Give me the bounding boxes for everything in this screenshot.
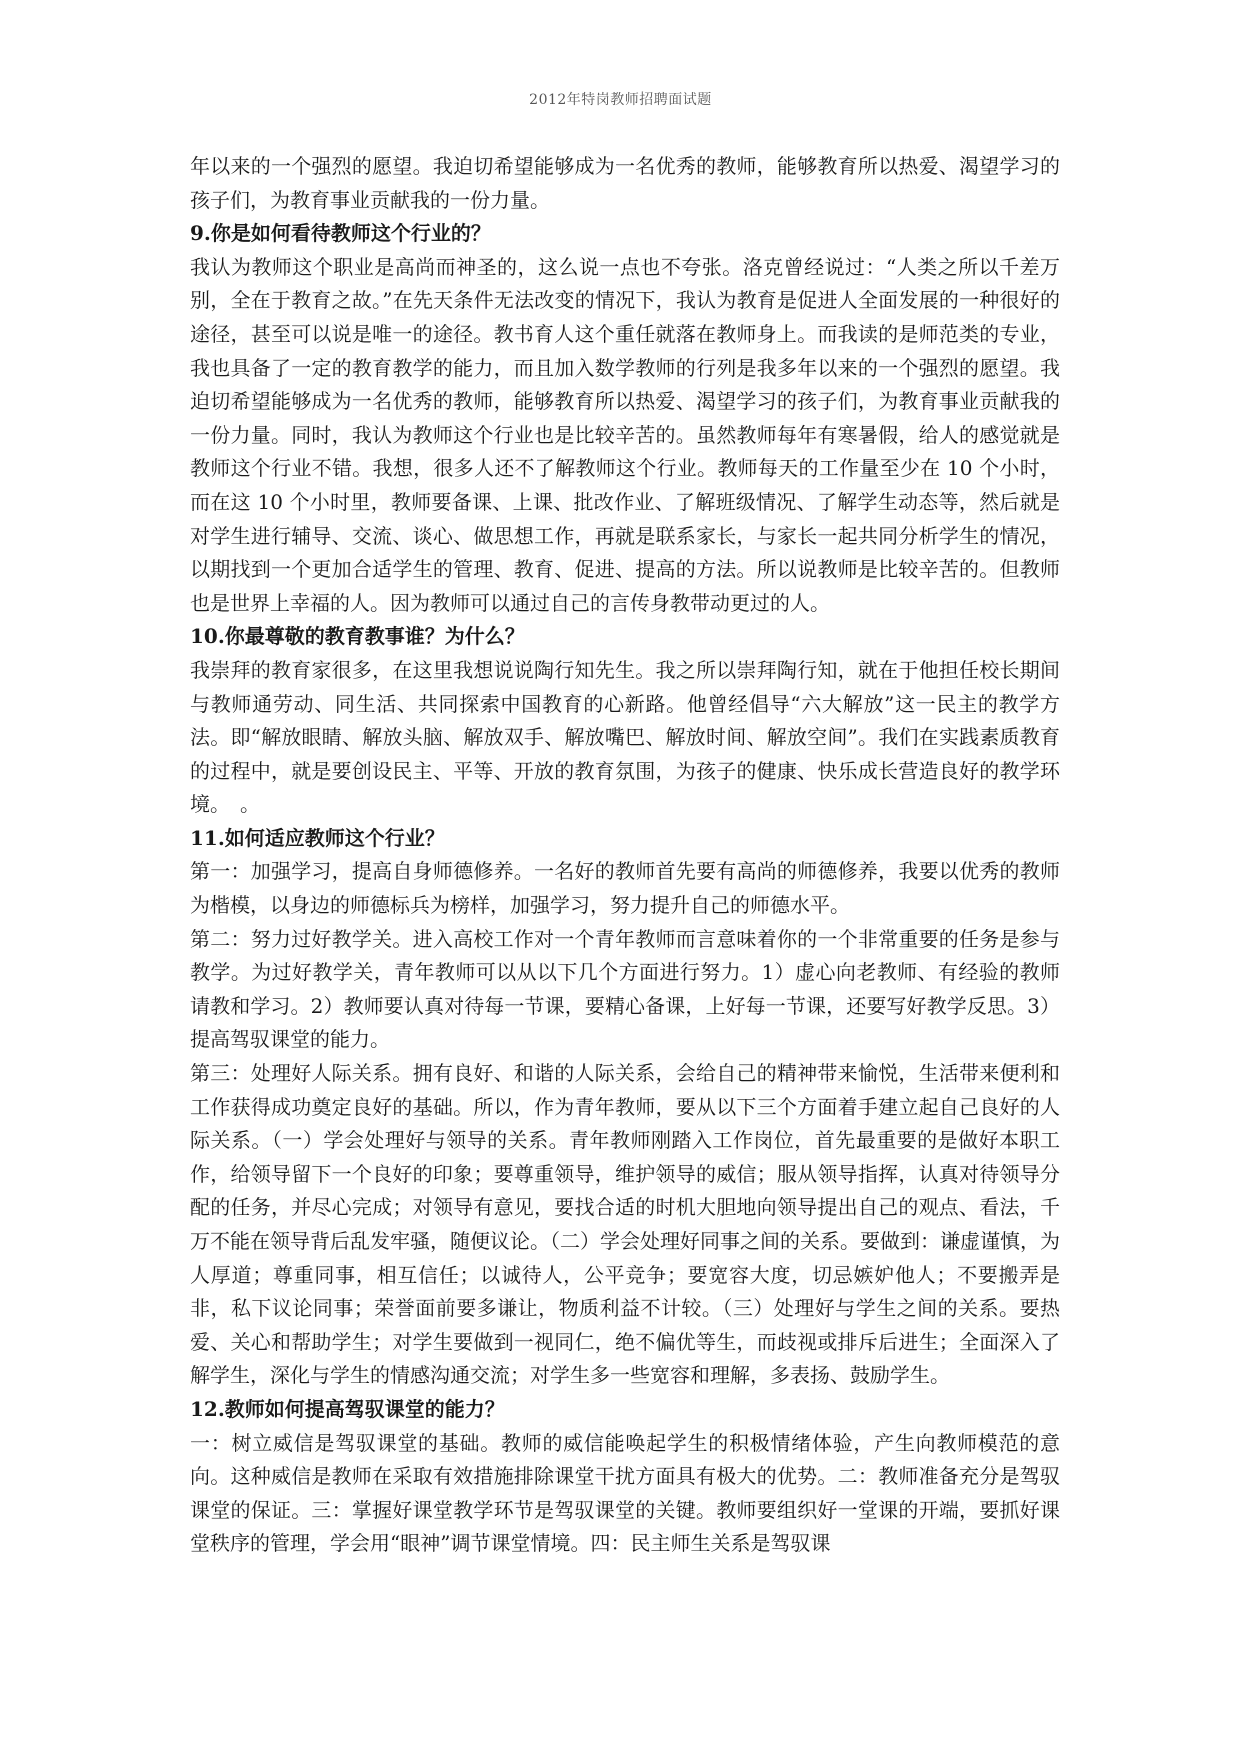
question-12-heading: 12.教师如何提高驾驭课堂的能力？ [190,1396,505,1421]
question-10-heading: 10.你最尊敬的教育教事谁？为什么？ [190,624,525,649]
question-11-point-3: 第三：处理好人际关系。拥有良好、和谐的人际关系，会给自己的精神带来愉悦，生活带来便利和工作获得成功奠定良好的基础。所以，作为青年教师，要从以下三个方面着手建立起自己良好的人际关系。（一）学会处理好与领导的关系。青年教师刚踏入工作岗位，首先最重要的是做好本职工作，给领导留下一个良好的印象；要尊重领导，维护领导的威信；服从领导指挥，认真对待领导分配的任务，并尽心完成；对领导有意见，要找合适的时机大胆地向领导提出自己的观点、看法，千万不能在领导背后乱发牢骚，随便议论。（二）学会处理好同事之间的关系。要做到：谦虚谨慎，为人厚道；尊重同事，相互信任；以诚待人，公平竞争；要宽容大度，切忌嫉妒他人；不要搬弄是非，私下议论同事；荣誉面前要多谦让，物质利益不计较。（三）处理好与学生之间的关系。要热爱、关心和帮助学生；对学生要做到一视同仁，绝不偏优等生，而歧视或排斥后进生；全面深入了解学生，深化与学生的情感沟通交流；对学生多一些宽容和理解，多表扬、鼓励学生。 [190,1061,1060,1388]
question-12-answer: 一：树立威信是驾驭课堂的基础。教师的威信能唤起学生的积极情绪体验，产生向教师模范的意向。这种威信是教师在采取有效措施排除课堂干扰方面具有极大的优势。二：教师准备充分是驾驭课堂的保证。三：掌握好课堂教学环节是驾驭课堂的关键。教师要组织好一堂课的开端，要抓好课堂秩序的管理，学会用“眼神”调节课堂情境。四：民主师生关系是驾驭课 [190,1430,1060,1556]
question-11-point-2: 第二：努力过好教学关。进入高校工作对一个青年教师而言意味着你的一个非常重要的任务是参与教学。为过好教学关，青年教师可以从以下几个方面进行努力。1）虚心向老教师、有经验的教师请教和学习。2）教师要认真对待每一节课，要精心备课，上好每一节课，还要写好教学反思。3）提高驾驭课堂的能力。 [190,926,1060,1052]
question-10-answer: 我崇拜的教育家很多，在这里我想说说陶行知先生。我之所以崇拜陶行知，就在于他担任校长期间与教师通劳动、同生活、共同探索中国教育的心新路。他曾经倡导“六大解放”这一民主的教学方法。即“解放眼睛、解放头脑、解放双手、解放嘴巴、解放时间、解放空间”。我们在实践素质教育的过程中，就是要创设民主、平等、开放的教育氛围，为孩子的健康、快乐成长营造良好的教学环境。 。 [190,657,1060,817]
page-header: 2012年特岗教师招聘面试题 [529,92,712,108]
paragraph-intro-continuation: 年以来的一个强烈的愿望。我迫切希望能够成为一名优秀的教师，能够教育所以热爱、渴望学习的孩子们，为教育事业贡献我的一份力量。 [190,154,1060,212]
question-9-heading: 9.你是如何看待教师这个行业的？ [190,221,491,246]
document-body [190,150,1060,1561]
question-11-point-1: 第一：加强学习，提高自身师德修养。一名好的教师首先要有高尚的师德修养，我要以优秀的教师为楷模，以身边的师德标兵为榜样，加强学习，努力提升自己的师德水平。 [190,859,1060,918]
question-9-answer: 我认为教师这个职业是高尚而神圣的，这么说一点也不夸张。洛克曾经说过：“人类之所以千差万别，全在于教育之故。”在先天条件无法改变的情况下，我认为教育是促进人全面发展的一种很好的途径，甚至可以说是唯一的途径。教书育人这个重任就落在教师身上。而我读的是师范类的专业，我也具备了一定的教育教学的能力，而且加入数学教师的行列是我多年以来的一个强烈的愿望。我迫切希望能够成为一名优秀的教师，能够教育所以热爱、渴望学习的孩子们，为教育事业贡献我的一份力量。同时，我认为教师这个行业也是比较辛苦的。虽然教师每年有寒暑假，给人的感觉就是教师这个行业不错。我想，很多人还不了解教师这个行业。教师每天的工作量至少在 10 个小时，而在这 10 个小时里，教师要备课、上课、批改作业、了解班级情况、了解学生动态等，然后就是对学生进行辅导、交流、谈心、做思想工作，再就是联系家长，与家长一起共同分析学生的情况，以期找到一个更加合适学生的管理、教育、促进、提高的方法。所以说教师是比较辛苦的。但教师也是世界上幸福的人。因为教师可以通过自己的言传身教带动更过的人。 [190,254,1060,615]
question-11-heading: 11.如何适应教师这个行业？ [190,825,445,850]
